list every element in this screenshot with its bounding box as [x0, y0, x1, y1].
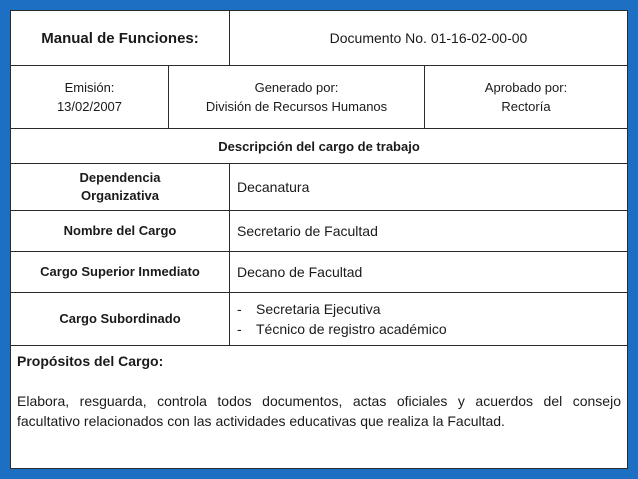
function-manual-sheet — [10, 10, 628, 469]
document-number: Documento No. 01-16-02-00-00 — [329, 30, 528, 46]
section-title: Descripción del cargo de trabajo — [218, 138, 420, 154]
dependencia-label — [11, 164, 230, 210]
list-dash: - — [237, 321, 242, 337]
subordinado-row — [11, 293, 627, 346]
dependencia-label-line1: Dependencia — [79, 170, 161, 185]
list-dash: - — [237, 301, 242, 317]
superior-label: Cargo Superior Inmediato — [11, 252, 230, 292]
header-row — [11, 11, 627, 66]
subordinado-list — [230, 293, 627, 345]
cargo-value: Secretario de Facultad — [237, 223, 378, 239]
emission-label: Emisión: — [64, 80, 115, 95]
list-item — [237, 319, 447, 339]
cargo-row — [11, 211, 627, 252]
purpose-block — [17, 347, 621, 431]
manual-title: Manual de Funciones: — [11, 11, 230, 65]
generated-by-cell — [169, 66, 425, 128]
approved-by-label: Aprobado por: — [484, 80, 568, 95]
subordinado-item: Técnico de registro académico — [256, 321, 447, 337]
generated-by-value: División de Recursos Humanos — [205, 99, 388, 114]
emission-cell — [11, 66, 169, 128]
subordinado-item: Secretaria Ejecutiva — [256, 301, 381, 317]
superior-row — [11, 252, 627, 293]
dependencia-label-line2: Organizativa — [80, 188, 160, 203]
section-title-row — [11, 129, 627, 164]
approved-by-value: Rectoría — [501, 99, 551, 114]
subordinado-label: Cargo Subordinado — [11, 293, 230, 345]
cargo-label: Nombre del Cargo — [11, 211, 230, 251]
dependencia-value: Decanatura — [237, 179, 310, 195]
approved-by-cell — [425, 66, 627, 128]
purpose-text: Elabora, resguarda, controla todos documentos, actas oficiales y acuerdos del consejo facultativo relacionados con las actividades educativas que realiza la Facultad. — [17, 393, 621, 429]
dependencia-row — [11, 164, 627, 211]
generated-by-label: Generado por: — [254, 80, 339, 95]
superior-value: Decano de Facultad — [237, 264, 363, 280]
list-item — [237, 299, 381, 319]
issue-row — [11, 66, 627, 129]
purpose-title: Propósitos del Cargo: — [17, 353, 164, 369]
emission-date: 13/02/2007 — [56, 99, 123, 114]
